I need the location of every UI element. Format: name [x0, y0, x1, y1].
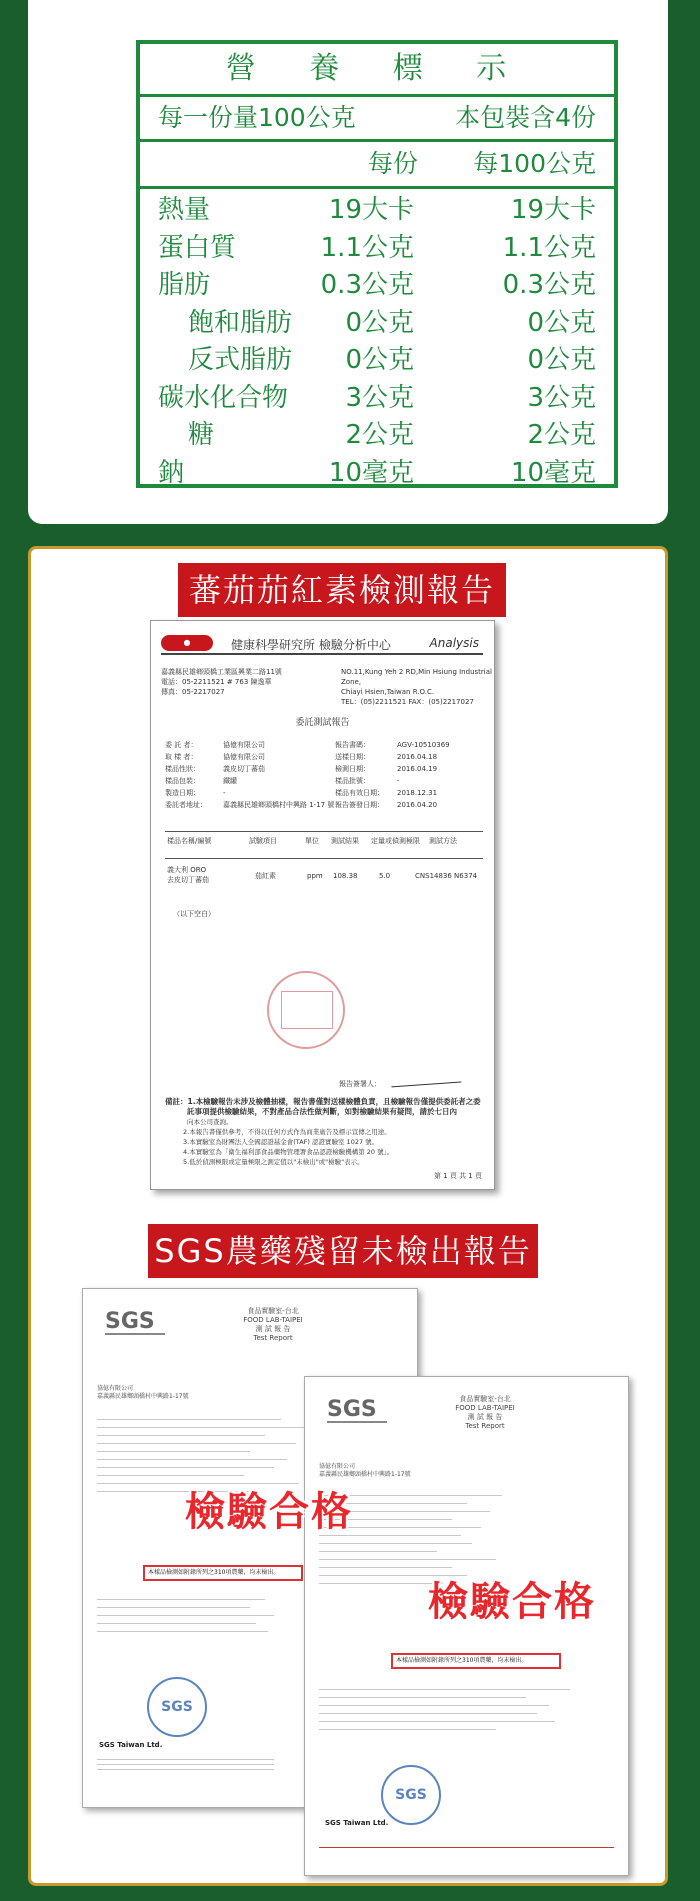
nutrition-facts-table	[136, 40, 618, 488]
column-header: 定量或偵測極限	[371, 837, 420, 845]
serving-info	[140, 97, 614, 142]
field-value: 2016.04.20	[397, 801, 438, 809]
serving-size: 每一份量100公克	[158, 103, 356, 132]
company-name: SGS Taiwan Ltd.	[99, 1741, 163, 1749]
nutrient-per-serving: 19大卡	[328, 195, 414, 225]
field-key: 報告簽發日期：	[335, 801, 384, 809]
field-row	[165, 739, 483, 751]
sample-name: 義大利 ORO	[167, 866, 207, 874]
nutrient-per-100g: 19大卡	[510, 195, 596, 225]
sgs-seal: SGS	[147, 1677, 207, 1737]
passed-inspection-stamp: 檢驗合格	[428, 1579, 596, 1625]
sample-name: 去皮切丁蕃茄	[167, 876, 209, 884]
nutrient-name: 脂肪	[158, 270, 211, 300]
addr-line: NO.11,Kung Yeh 2 RD,Min Hsiung Industrial Zone,	[341, 668, 492, 686]
nutrient-name: 碳水化合物	[158, 382, 289, 413]
sgs-logo: SGS	[327, 1399, 387, 1423]
page-number: 第 1 頁 共 1 頁	[433, 1172, 482, 1180]
nutrient-row	[140, 305, 614, 343]
field-row	[165, 799, 483, 811]
lab-line: 食品實驗室-台北	[247, 1307, 299, 1315]
result-highlight: 本樣品檢測如附錄所列之310項農藥，均未檢出。	[143, 1565, 303, 1581]
lycopene-report-banner: 蕃茄茄紅素檢測報告	[178, 563, 506, 617]
test-method: CNS14836 N6374	[415, 872, 478, 880]
nutrient-per-100g: 0公克	[527, 345, 596, 375]
addr-line: Chiayi Hsien,Taiwan R.O.C.	[341, 688, 435, 696]
field-row	[165, 763, 483, 775]
fax-line: 傳真：05-2217027	[161, 688, 225, 696]
field-key: 報告書碼：	[335, 741, 370, 749]
nutrient-per-serving: 0公克	[345, 345, 414, 375]
field-value: 協億有限公司	[223, 741, 265, 749]
field-value: 義皮切丁蕃茄	[223, 765, 265, 773]
client-address: 嘉義縣民雄鄉頭橋村中興路1-17號	[319, 1471, 411, 1478]
document-title: 委託測試報告	[295, 718, 350, 728]
field-key: 檢測日期：	[335, 765, 370, 773]
nutrient-per-100g: 10毫克	[510, 457, 596, 488]
test-item: 茄紅素	[255, 872, 276, 880]
field-value: 2018.12.31	[397, 789, 438, 797]
nutrient-name: 熱量	[158, 195, 211, 225]
nutrient-per-serving: 0公克	[345, 307, 414, 338]
field-key: 樣品批號：	[335, 777, 370, 785]
nutrient-row	[140, 230, 614, 268]
nutrient-per-serving: 0.3公克	[320, 270, 414, 300]
nutrient-per-serving: 2公克	[345, 420, 414, 450]
nutrient-row	[140, 267, 614, 305]
tel-line: 電話：05-2211521 # 763 陳逸華	[161, 678, 272, 686]
result-highlight: 本樣品檢測如附錄所列之310項農藥，均未檢出。	[391, 1653, 561, 1669]
col-per-serving: 每份	[367, 149, 418, 178]
nutrient-name: 蛋白質	[158, 232, 237, 263]
report-fields	[165, 739, 483, 811]
analysis-label: Analysis	[429, 636, 479, 650]
passed-inspection-stamp: 檢驗合格	[185, 1489, 353, 1535]
field-row	[165, 787, 483, 799]
column-header	[140, 142, 614, 189]
nutrition-panel	[28, 0, 668, 524]
nutrient-name: 鈉	[158, 457, 185, 488]
nutrient-list	[140, 192, 614, 492]
nutrient-row	[140, 455, 614, 493]
client-name: 協億有限公司	[319, 1463, 356, 1470]
nutrient-name: 糖	[188, 420, 215, 450]
nutrient-per-100g: 0公克	[527, 307, 596, 338]
field-value: 協億有限公司	[223, 753, 265, 761]
field-key: 送樣日期：	[335, 753, 370, 761]
servings-per-pack: 本包裝含4份	[455, 103, 596, 132]
nutrient-name: 飽和脂肪	[188, 307, 293, 338]
client-info	[97, 1385, 189, 1401]
nutrient-row	[140, 417, 614, 455]
nutrient-row	[140, 342, 614, 380]
note-line: 5.低於偵測極限或定量極限之測定值以"未檢出"或"檢驗"表示。	[183, 1158, 364, 1166]
lab-line: Test Report	[465, 1422, 505, 1430]
unit: ppm	[307, 872, 323, 880]
field-key: 取 樣 者：	[165, 753, 198, 761]
field-key: 樣品性狀：	[165, 765, 200, 773]
lab-title	[415, 1395, 555, 1431]
addr-line: 嘉義縣民雄鄉頭橋工業區興業二路11號	[161, 668, 282, 676]
lab-line: 測 試 報 告	[255, 1325, 291, 1333]
results-table-header	[165, 831, 483, 859]
signature	[391, 1071, 462, 1088]
lab-line: FOOD LAB-TAIPEI	[243, 1316, 303, 1324]
note-line: 向本公司查詢。	[187, 1118, 233, 1126]
field-value: 2016.04.19	[397, 765, 438, 773]
field-row	[165, 751, 483, 763]
result-value: 108.38	[333, 872, 358, 880]
nutrient-row	[140, 380, 614, 418]
field-key: 樣品包裝：	[165, 777, 200, 785]
lab-line: 食品實驗室-台北	[459, 1395, 511, 1403]
column-header: 樣品名稱/編號	[167, 837, 212, 845]
client-address: 嘉義縣民雄鄉頭橋村中興路1-17號	[97, 1393, 189, 1400]
col-per-100g: 每100公克	[473, 149, 596, 178]
field-value: 2016.04.18	[397, 753, 438, 761]
field-key: 委 託 者：	[165, 741, 198, 749]
note-line: 2.本報告書僅供參考，不得以任何方式作為商業廣告及標示宣傳之用途。	[183, 1128, 391, 1136]
lycopene-test-report	[150, 620, 495, 1190]
nutrient-row	[140, 192, 614, 230]
red-seal-stamp	[267, 971, 345, 1049]
nutrition-title: 營 養 標 示	[140, 44, 614, 97]
report-notes	[165, 1097, 485, 1167]
nutrient-name: 反式脂肪	[188, 345, 293, 375]
nutrient-per-100g: 1.1公克	[502, 232, 596, 263]
end-of-table: （以下空白）	[173, 910, 215, 918]
nutrient-per-serving: 10毫克	[328, 457, 414, 488]
signer-label: 報告簽署人：	[339, 1080, 381, 1088]
field-key: 製造日期：	[165, 789, 200, 797]
field-value: -	[223, 789, 226, 797]
column-header: 測試結果	[331, 837, 359, 845]
note-line: 備註：1.本檢驗報告未涉及檢體抽樣，報告書僅對送樣檢體負責，且檢驗報告僅提供委託者之委	[165, 1097, 481, 1106]
client-name: 協億有限公司	[97, 1385, 134, 1392]
field-value: 鐵罐	[223, 777, 237, 785]
limit-value: 5.0	[379, 872, 391, 880]
field-value: AGV-10510369	[397, 741, 450, 749]
results-table-row	[165, 865, 483, 895]
field-row	[165, 775, 483, 787]
report-footer	[319, 1847, 614, 1865]
nutrient-per-100g: 2公克	[527, 420, 596, 450]
field-key: 樣品有效日期：	[335, 789, 384, 797]
field-value: -	[397, 777, 400, 785]
column-header: 試驗項目	[249, 837, 277, 845]
column-header: 單位	[305, 837, 319, 845]
field-value: 嘉義縣民雄鄉頭橋村中興路 1-17 號	[223, 801, 335, 809]
institute-name: 健康科學研究所 檢驗分析中心	[231, 638, 391, 652]
sgs-logo: SGS	[105, 1311, 165, 1335]
note-line: 4.本實驗室為「衛生福利部食品藥物管理署食品認證檢驗機構第 20 號」。	[183, 1148, 394, 1156]
client-info	[319, 1463, 411, 1479]
nutrient-per-100g: 3公克	[527, 382, 596, 413]
nutrient-per-serving: 3公克	[345, 382, 414, 413]
nutrient-per-serving: 1.1公克	[320, 232, 414, 263]
lab-title	[203, 1307, 343, 1343]
report-header	[161, 635, 483, 655]
address-en	[341, 667, 494, 707]
addr-line: TEL：(05)2211521 FAX：(05)2217027	[341, 698, 474, 706]
nutrient-per-100g: 0.3公克	[502, 270, 596, 300]
note-line: 託事項提供檢驗結果，不對產品合法性做判斷，如對檢驗結果有疑問，請於七日內	[187, 1107, 457, 1116]
sgs-report-banner: SGS農藥殘留未檢出報告	[148, 1224, 538, 1278]
lab-line: Test Report	[253, 1334, 293, 1342]
lab-line: 測 試 報 告	[467, 1413, 503, 1421]
institute-logo: ●	[161, 635, 213, 651]
note-line: 3.本實驗室為財團法人全國認證基金會(TAF) 認證實驗室 1027 號。	[183, 1138, 379, 1146]
sgs-seal: SGS	[381, 1765, 441, 1825]
column-header: 測試方法	[429, 837, 457, 845]
report-notes-lines	[319, 1689, 614, 1737]
company-name: SGS Taiwan Ltd.	[325, 1819, 389, 1827]
address-zh	[161, 667, 282, 697]
field-key: 委託者地址：	[165, 801, 207, 809]
lab-line: FOOD LAB-TAIPEI	[455, 1404, 515, 1412]
